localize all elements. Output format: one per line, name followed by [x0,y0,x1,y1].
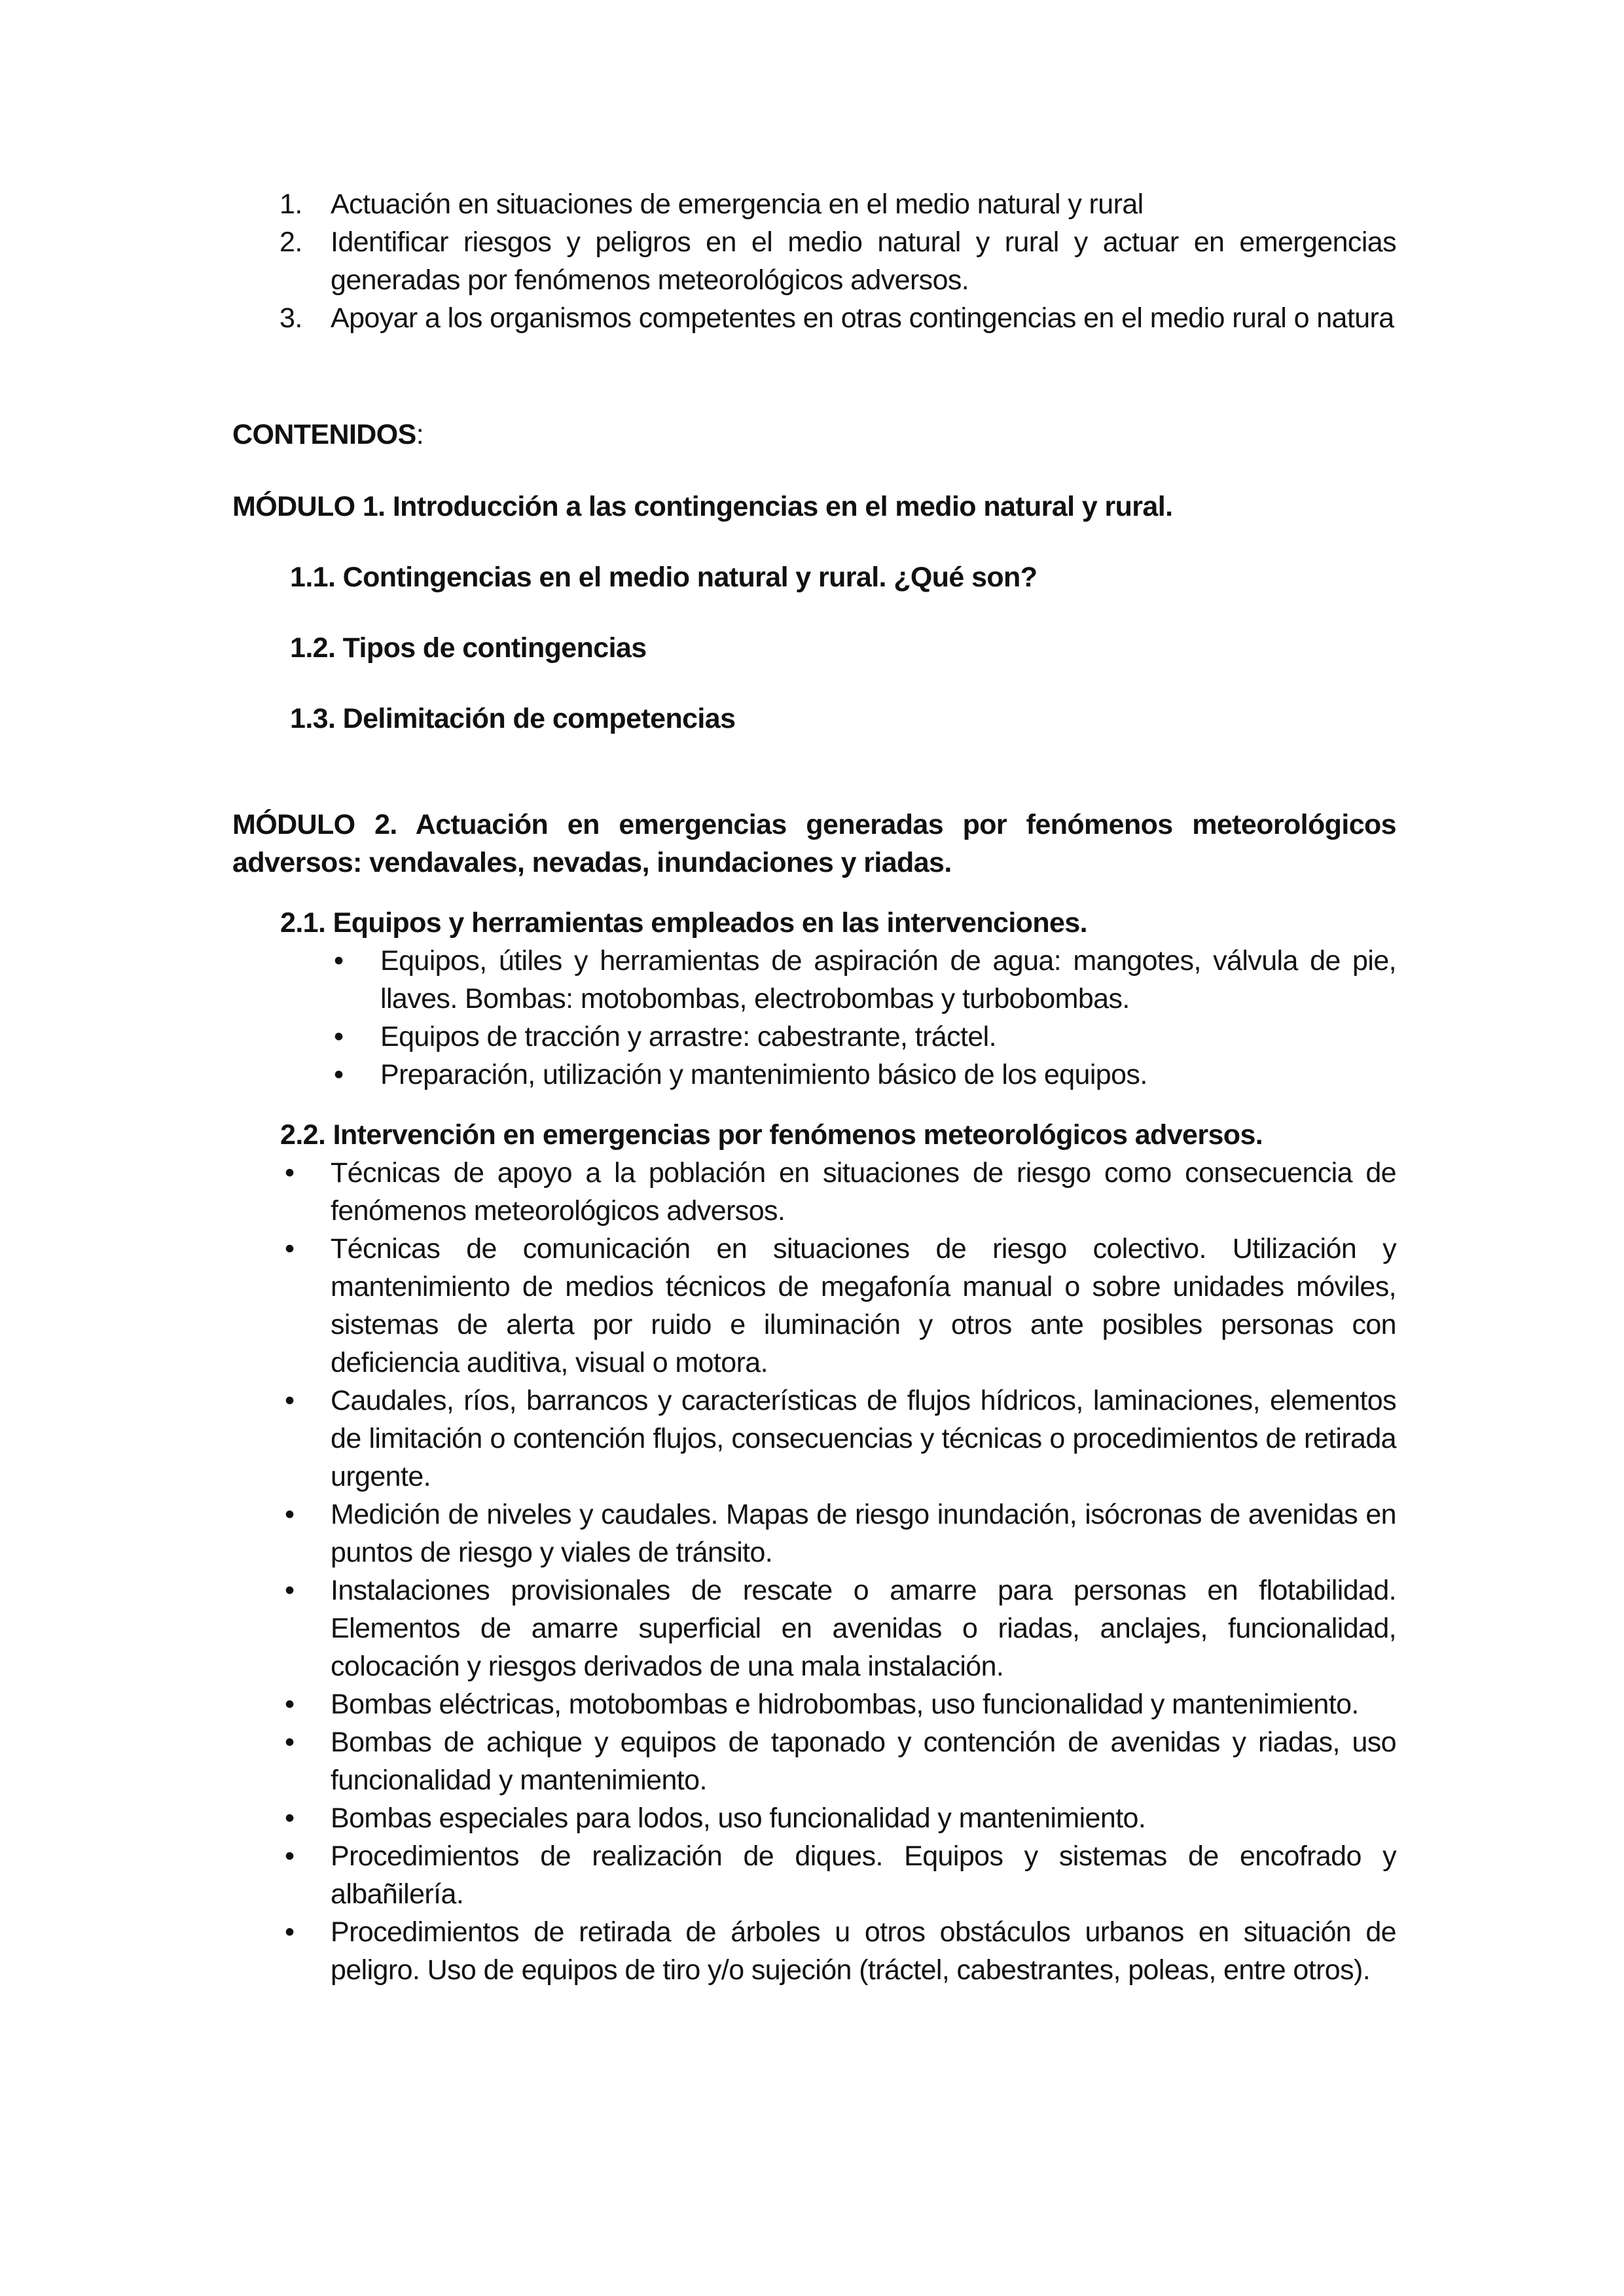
list-item-text: Bombas eléctricas, motobombas e hidrobombas, uso funcionalidad y mantenimiento. [331,1689,1359,1720]
objective-text: Actuación en situaciones de emergencia en el medio natural y rural [331,188,1144,220]
objective-number: 1. [280,188,302,220]
list-item [232,1382,1396,1496]
objective-text: Apoyar a los organismos competentes en otras contingencias en el medio rural o natura [331,302,1394,334]
list-item-text: Instalaciones provisionales de rescate o amarre para personas en flotabilidad. Elementos de amarre superficial en avenidas o riadas, anclajes, funcionalidad, colocación y riesgos derivados de una mala instalación. [331,1575,1396,1682]
bullet-icon: • [285,1233,295,1265]
bullet-icon: • [285,1575,295,1606]
objective-item [232,299,1396,337]
bullet-icon: • [285,1840,295,1872]
bullet-icon: • [334,1021,344,1052]
list-item [232,942,1396,1018]
bullet-icon: • [285,1385,295,1416]
list-item-text: Técnicas de comunicación en situaciones de riesgo colectivo. Utilización y mantenimiento de medios técnicos de megafonía manual o sobre unidades móviles, sistemas de alerta por ruido e iluminación y otros ante posibles personas con deficiencia auditiva, visual o motora. [331,1233,1396,1378]
module-2-title: MÓDULO 2. Actuación en emergencias generadas por fenómenos meteorológicos adversos: vendavales, nevadas, inundaciones y riadas. [232,809,1396,878]
list-item [232,1723,1396,1799]
list-item-text: Procedimientos de retirada de árboles u otros obstáculos urbanos en situación de peligro. Uso de equipos de tiro y/o sujeción (tráctel, cabestrantes, poleas, entre otros). [331,1916,1396,1986]
module-1-subsection: 1.3. Delimitación de competencias [290,703,736,734]
list-item [232,1799,1396,1837]
list-item-text: Medición de niveles y caudales. Mapas de riesgo inundación, isócronas de avenidas en puntos de riesgo y viales de tránsito. [331,1499,1396,1568]
bullet-icon: • [285,1803,295,1834]
list-item-text: Procedimientos de realización de diques. Equipos y sistemas de encofrado y albañilería. [331,1840,1396,1910]
list-item [232,1571,1396,1685]
section-2-2-bullet-list [232,1154,1396,1989]
objective-number: 3. [280,302,302,334]
list-item [232,1837,1396,1913]
module-1-title: MÓDULO 1. Introducción a las contingencias en el medio natural y rural. [232,491,1173,522]
list-item [232,1913,1396,1989]
objective-item [232,223,1396,299]
page-content [232,185,1396,1989]
list-item [232,1496,1396,1571]
list-item-text: Equipos de tracción y arrastre: cabestrante, tráctel. [380,1021,996,1052]
section-2-2-title: 2.2. Intervención en emergencias por fenómenos meteorológicos adversos. [280,1119,1263,1151]
objectives-list [232,185,1396,337]
objective-item [232,185,1396,223]
contenidos-colon: : [416,419,424,450]
module-1-subsection: 1.2. Tipos de contingencias [290,632,647,664]
bullet-icon: • [285,1916,295,1948]
list-item [232,1230,1396,1382]
list-item [232,1056,1396,1094]
bullet-icon: • [334,1059,344,1090]
bullet-icon: • [285,1727,295,1758]
list-item [232,1685,1396,1723]
section-2-1-title: 2.1. Equipos y herramientas empleados en las intervenciones. [280,907,1087,939]
bullet-icon: • [285,1499,295,1530]
list-item [232,1154,1396,1230]
bullet-icon: • [285,1157,295,1189]
list-item-text: Preparación, utilización y mantenimiento básico de los equipos. [380,1059,1147,1090]
contenidos-label: CONTENIDOS [232,419,416,450]
list-item-text: Técnicas de apoyo a la población en situaciones de riesgo como consecuencia de fenómenos meteorológicos adversos. [331,1157,1396,1227]
list-item-text: Equipos, útiles y herramientas de aspiración de agua: mangotes, válvula de pie, llaves. Bombas: motobombas, electrobombas y turbobombas. [380,945,1396,1014]
module-1-subsection: 1.1. Contingencias en el medio natural y rural. ¿Qué son? [290,562,1038,593]
objective-number: 2. [280,226,302,258]
list-item-text: Bombas especiales para lodos, uso funcionalidad y mantenimiento. [331,1803,1146,1834]
list-item-text: Bombas de achique y equipos de taponado y contención de avenidas y riadas, uso funcionalidad y mantenimiento. [331,1727,1396,1796]
bullet-icon: • [334,945,344,977]
list-item-text: Caudales, ríos, barrancos y características de flujos hídricos, laminaciones, elementos de limitación o contención flujos, consecuencias y técnicas o procedimientos de retirada urgente. [331,1385,1396,1492]
list-item [232,1018,1396,1056]
bullet-icon: • [285,1689,295,1720]
section-2-1-bullet-list [232,942,1396,1094]
contenidos-heading [232,416,1396,454]
objective-text: Identificar riesgos y peligros en el medio natural y rural y actuar en emergencias generadas por fenómenos meteorológicos adversos. [331,226,1396,296]
